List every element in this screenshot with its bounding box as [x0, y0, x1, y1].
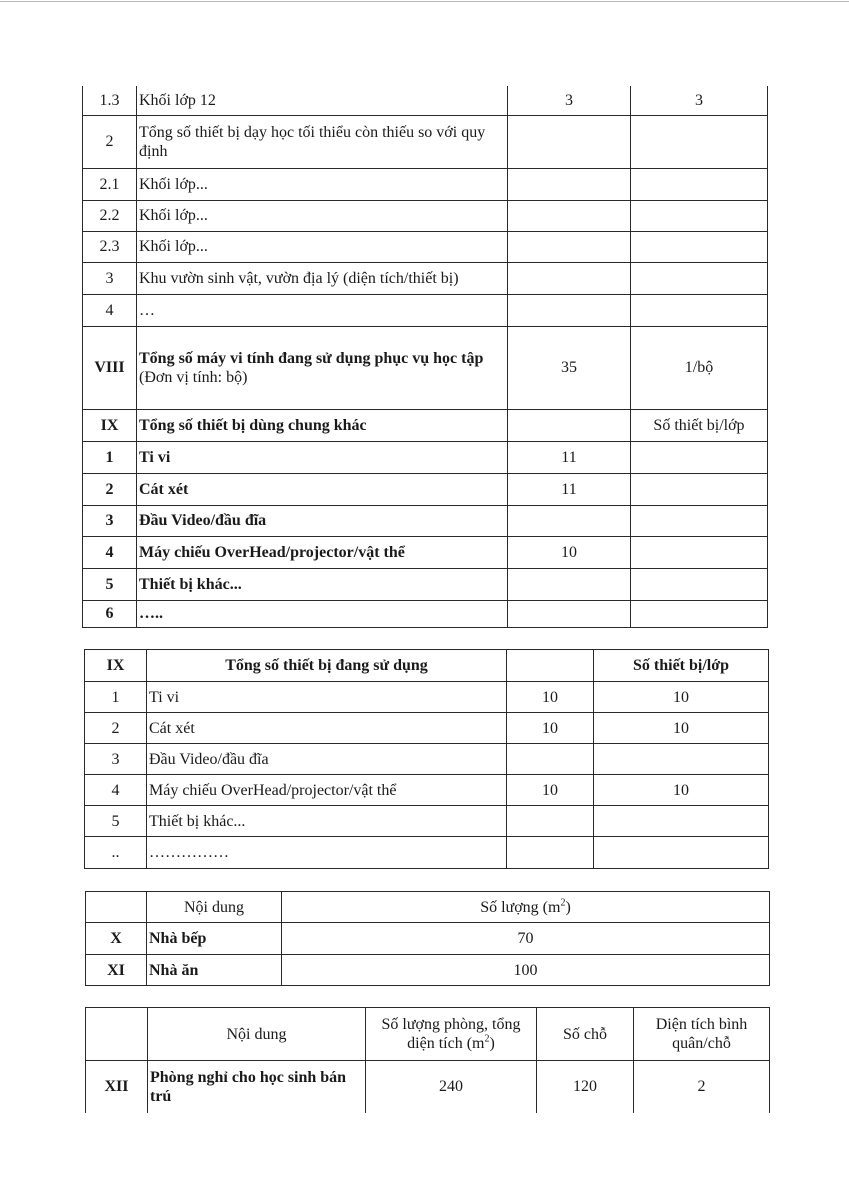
table-row — [83, 473, 768, 505]
row-per-class: 10 — [594, 682, 769, 713]
row-per-class: 10 — [594, 713, 769, 744]
table-row — [86, 1061, 770, 1113]
row-per-class — [631, 115, 768, 168]
table-row — [83, 115, 768, 168]
header-seats: Số chỗ — [537, 1008, 634, 1061]
table-row — [83, 536, 768, 568]
table-row — [83, 200, 768, 231]
row-number: 3 — [83, 262, 137, 294]
row-number: X — [86, 923, 147, 955]
table-row — [85, 806, 769, 837]
table-row — [83, 505, 768, 536]
table-row — [83, 600, 768, 627]
equipment-table — [82, 86, 768, 628]
row-number: 6 — [83, 600, 137, 627]
row-content: Khối lớp... — [137, 231, 508, 262]
header-per-class: Số thiết bị/lớp — [594, 650, 769, 682]
row-number: 4 — [85, 775, 147, 806]
table-row — [83, 231, 768, 262]
table-row — [86, 955, 770, 986]
equipment-in-use-table — [84, 649, 769, 869]
row-quantity — [507, 806, 594, 837]
table-row-section-viii — [83, 326, 768, 409]
row-quantity — [508, 294, 631, 326]
header-rooms-area — [366, 1008, 537, 1061]
table-row — [83, 441, 768, 473]
row-per-class — [631, 536, 768, 568]
row-content: Phòng nghỉ cho học sinh bán trú — [148, 1061, 366, 1113]
row-quantity: 10 — [507, 713, 594, 744]
row-per-class: 10 — [594, 775, 769, 806]
header-quantity — [282, 892, 770, 923]
table-row — [83, 294, 768, 326]
row-number: 2.3 — [83, 231, 137, 262]
row-number: XII — [86, 1061, 148, 1113]
table-row-section-ix — [83, 409, 768, 441]
table-row — [85, 682, 769, 713]
row-content: Khối lớp... — [137, 200, 508, 231]
row-avg-area: 2 — [634, 1061, 770, 1113]
row-content: Cát xét — [137, 473, 508, 505]
row-number: 2 — [85, 713, 147, 744]
row-quantity: 100 — [282, 955, 770, 986]
row-quantity: 10 — [507, 775, 594, 806]
table-row — [83, 568, 768, 600]
row-content — [137, 326, 508, 409]
row-quantity — [508, 505, 631, 536]
row-per-class — [631, 441, 768, 473]
header-quantity — [507, 650, 594, 682]
row-per-class — [631, 231, 768, 262]
row-per-class — [631, 568, 768, 600]
row-content: Khối lớp 12 — [137, 86, 508, 115]
header-number — [86, 892, 147, 923]
row-quantity — [507, 744, 594, 775]
header-rooms-area-label: Số lượng phòng, tổng diện tích (m — [381, 1016, 521, 1052]
row-number: 2.1 — [83, 168, 137, 200]
row-number: 3 — [83, 505, 137, 536]
row-content: Thiết bị khác... — [137, 568, 508, 600]
row-quantity — [508, 600, 631, 627]
row-quantity: 3 — [508, 86, 631, 115]
row-per-class — [631, 294, 768, 326]
row-content: Máy chiếu OverHead/projector/vật thể — [147, 775, 507, 806]
row-quantity — [508, 262, 631, 294]
row-quantity: 70 — [282, 923, 770, 955]
row-number: 1 — [85, 682, 147, 713]
table-row — [85, 775, 769, 806]
row-number: 4 — [83, 294, 137, 326]
row-quantity — [508, 568, 631, 600]
row-number: 5 — [83, 568, 137, 600]
row-content: Đầu Video/đầu đĩa — [137, 505, 508, 536]
row-per-class — [631, 600, 768, 627]
row-number: IX — [83, 409, 137, 441]
row-content: Tổng số thiết bị dạy học tối thiểu còn thiếu so với quy định — [137, 115, 508, 168]
row-seats: 120 — [537, 1061, 634, 1113]
row-content: Máy chiếu OverHead/projector/vật thể — [137, 536, 508, 568]
header-quantity-label: Số lượng (m — [480, 898, 561, 916]
table-row — [85, 837, 769, 869]
table-header-row — [86, 1008, 770, 1061]
rest-room-table — [85, 1007, 770, 1113]
row-number: VIII — [83, 326, 137, 409]
row-number: 4 — [83, 536, 137, 568]
row-content: Thiết bị khác... — [147, 806, 507, 837]
kitchen-dining-table — [85, 891, 770, 986]
header-content: Tổng số thiết bị đang sử dụng — [147, 650, 507, 682]
row-content: Ti vi — [147, 682, 507, 713]
row-per-class: Số thiết bị/lớp — [631, 409, 768, 441]
row-quantity: 11 — [508, 473, 631, 505]
row-quantity — [507, 837, 594, 869]
row-per-class — [631, 200, 768, 231]
row-content: Đầu Video/đầu đĩa — [147, 744, 507, 775]
row-quantity — [508, 200, 631, 231]
row-content: Tổng số thiết bị dùng chung khác — [137, 409, 508, 441]
row-quantity: 11 — [508, 441, 631, 473]
row-content: Khối lớp... — [137, 168, 508, 200]
row-quantity: 35 — [508, 326, 631, 409]
row-quantity: 10 — [508, 536, 631, 568]
row-per-class — [594, 806, 769, 837]
unit-note: (Đơn vị tính: bộ) — [139, 368, 248, 386]
row-number: .. — [85, 837, 147, 869]
row-number: 2 — [83, 115, 137, 168]
row-number: 2.2 — [83, 200, 137, 231]
row-content: …………… — [147, 837, 507, 869]
row-per-class — [594, 744, 769, 775]
row-per-class — [631, 505, 768, 536]
header-rooms-area-sup: 2 — [484, 1033, 490, 1045]
row-per-class — [594, 837, 769, 869]
row-content: Cát xét — [147, 713, 507, 744]
row-content: … — [137, 294, 508, 326]
header-content: Nội dung — [147, 892, 282, 923]
row-quantity: 10 — [507, 682, 594, 713]
row-per-class — [631, 262, 768, 294]
row-content: Nhà bếp — [147, 923, 282, 955]
row-rooms-area: 240 — [366, 1061, 537, 1113]
header-number: IX — [85, 650, 147, 682]
row-content: ….. — [137, 600, 508, 627]
section-title: Tổng số máy vi tính đang sử dụng phục vụ học tập — [139, 349, 484, 367]
row-quantity — [508, 231, 631, 262]
table-row — [83, 168, 768, 200]
table-row — [83, 262, 768, 294]
row-number: 5 — [85, 806, 147, 837]
row-content: Ti vi — [137, 441, 508, 473]
table-row — [85, 713, 769, 744]
header-quantity-sup: 2 — [560, 897, 566, 909]
row-quantity — [508, 409, 631, 441]
row-number: XI — [86, 955, 147, 986]
row-number: 3 — [85, 744, 147, 775]
page-top-edge — [0, 1, 849, 2]
row-per-class — [631, 473, 768, 505]
table-row — [86, 923, 770, 955]
row-content: Khu vườn sinh vật, vườn địa lý (diện tích/thiết bị) — [137, 262, 508, 294]
row-number: 2 — [83, 473, 137, 505]
row-per-class — [631, 168, 768, 200]
header-avg-area: Diện tích bình quân/chỗ — [634, 1008, 770, 1061]
row-number: 1 — [83, 441, 137, 473]
row-quantity — [508, 115, 631, 168]
table-row — [83, 86, 768, 115]
row-number: 1.3 — [83, 86, 137, 115]
table-row — [85, 744, 769, 775]
row-per-class: 3 — [631, 86, 768, 115]
header-quantity-end: ) — [565, 898, 571, 916]
header-rooms-area-end: ) — [489, 1035, 495, 1052]
table-header-row — [85, 650, 769, 682]
row-per-class: 1/bộ — [631, 326, 768, 409]
row-quantity — [508, 168, 631, 200]
header-number — [86, 1008, 148, 1061]
table-header-row — [86, 892, 770, 923]
row-content: Nhà ăn — [147, 955, 282, 986]
header-content: Nội dung — [148, 1008, 366, 1061]
